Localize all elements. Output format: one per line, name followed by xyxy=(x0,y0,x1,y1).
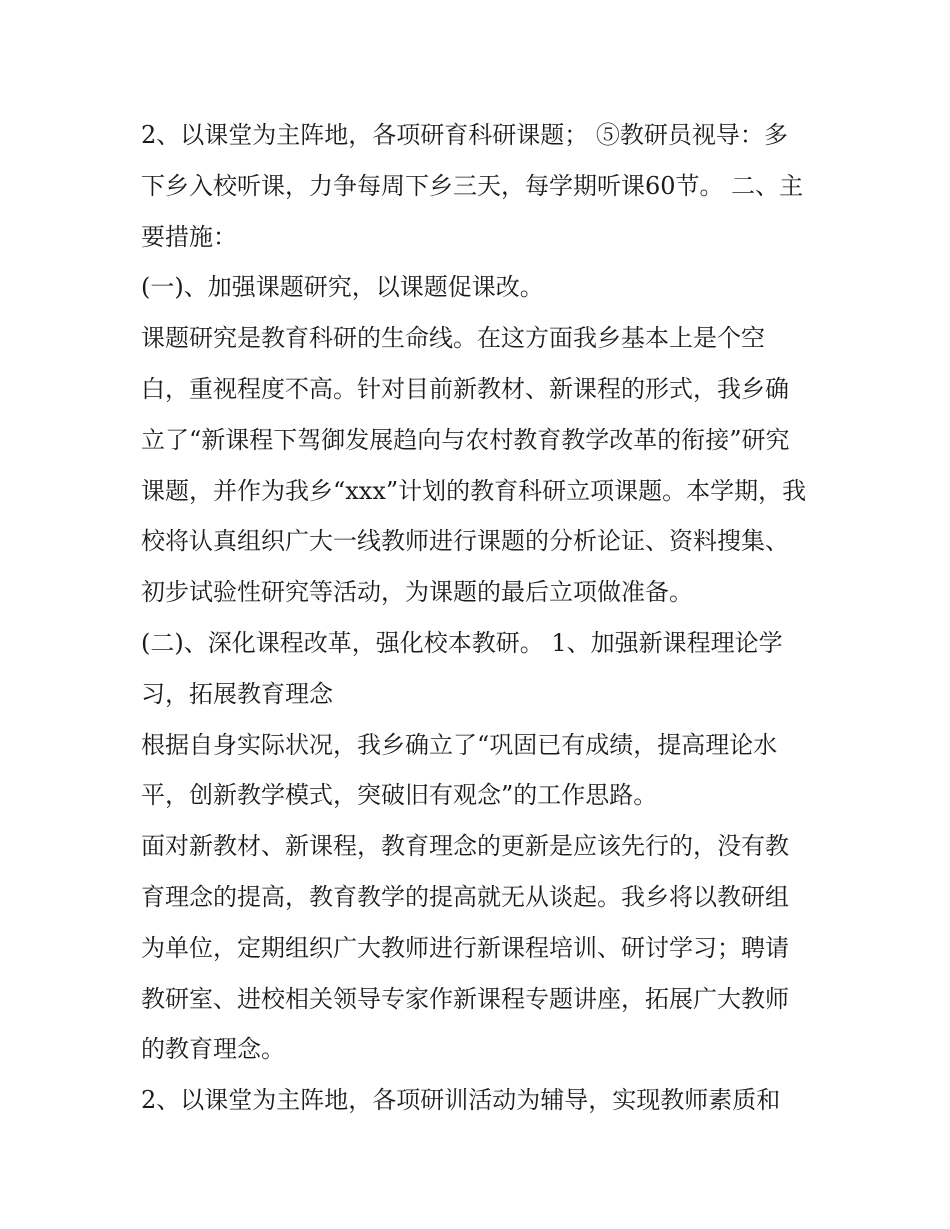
paragraph-4: (二)、深化课程改革，强化校本教研。 1、加强新课程理论学习，拓展教育理念 xyxy=(141,628,783,708)
paragraph-2: (一)、加强课题研究，以课题促课改。 xyxy=(141,273,544,302)
paragraph-1: 2、以课堂为主阵地，各项研育科研课题； ⑤教研员视导：多下乡入校听课，力争每周下乡三天，每学期听课60节。 二、主要措施： xyxy=(141,121,804,251)
paragraph-6: 面对新教材、新课程，教育理念的更新是应该先行的，没有教育理念的提高，教育教学的提高就无从谈起。我乡将以教研组为单位，定期组织广大教师进行新课程培训、研讨学习；聘请教研室、进校相关领导专家作新课程专题讲座，拓展广大教师的教育理念。 xyxy=(141,832,789,1064)
document-body xyxy=(141,110,811,1126)
paragraph-5: 根据自身实际状况，我乡确立了“巩固已有成绩，提高理论水平，创新教学模式，突破旧有观念”的工作思路。 xyxy=(141,730,778,810)
paragraph-3: 课题研究是教育科研的生命线。在这方面我乡基本上是个空白，重视程度不高。针对目前新教材、新课程的形式，我乡确立了“新课程下驾御发展趋向与农村教育教学改革的衔接”研究课题，并作为我乡“xxx”计划的教育科研立项课题。本学期，我校将认真组织广大一线教师进行课题的分析论证、资料搜集、初步试验性研究等活动，为课题的最后立项做准备。 xyxy=(141,324,807,607)
paragraph-7: 2、以课堂为主阵地，各项研训活动为辅导，实现教师素质和 xyxy=(141,1086,781,1115)
